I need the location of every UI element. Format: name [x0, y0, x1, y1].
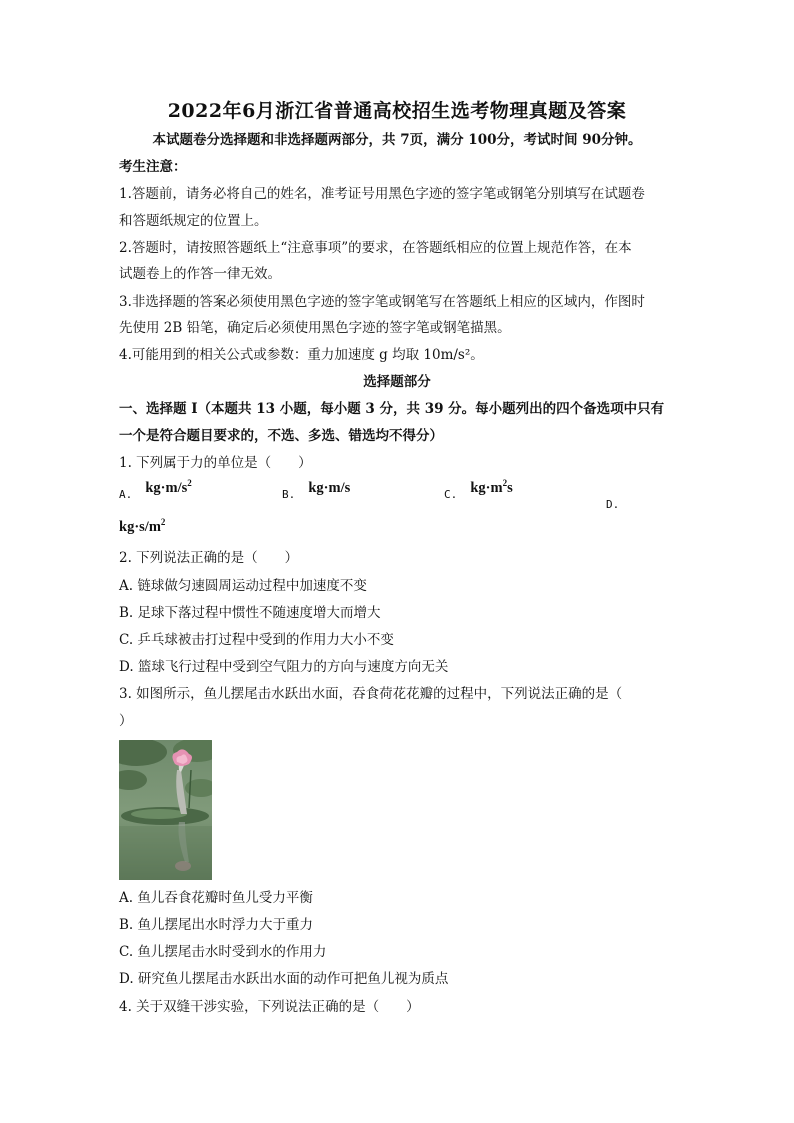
q2-option-b: B. 足球下落过程中惯性不随速度增大而增大	[119, 605, 381, 621]
notice-2-line2: 试题卷上的作答一律无效。	[119, 266, 281, 282]
notice-3-line1: 3.非选择题的答案必须使用黑色字迹的签字笔或钢笔写在答题纸上相应的区域内，作图时	[119, 294, 645, 310]
notice-heading: 考生注意：	[119, 159, 187, 175]
option-letter: D.	[606, 498, 620, 511]
formula-tail: s	[507, 480, 513, 496]
notice-1-line1: 1.答题前，请务必将自己的姓名，准考证号用黑色字迹的签字笔或钢笔分别填写在试题卷	[119, 186, 645, 202]
option-letter: B.	[282, 488, 296, 501]
q1-option-c	[444, 478, 513, 503]
formula-base: kg·s/m	[119, 519, 161, 535]
q3-option-b: B. 鱼儿摆尾出水时浮力大于重力	[119, 917, 314, 933]
notice-2-line1: 2.答题时，请按照答题纸上“注意事项”的要求，在答题纸相应的位置上规范作答，在本	[119, 240, 632, 256]
q1-option-b	[282, 480, 351, 503]
q1-option-a	[119, 478, 192, 503]
q1-option-d-letter	[606, 493, 619, 512]
fish-lotus-photo	[119, 740, 212, 880]
q3-option-c: C. 鱼儿摆尾击水时受到水的作用力	[119, 944, 327, 960]
fish-lotus-illustration	[119, 740, 212, 880]
formula-exponent: 2	[160, 517, 166, 527]
q2-stem: 2. 下列说法正确的是（ ）	[119, 550, 299, 566]
formula-base: kg·m	[470, 480, 503, 496]
q3-stem-line2: ）	[119, 713, 133, 729]
q1-option-d-formula	[119, 519, 165, 536]
part1-heading-line1: 一、选择题 I（本题共 13 小题，每小题 3 分，共 39 分。每小题列出的四个备选项中只有	[119, 401, 665, 417]
notice-3-line2: 先使用 2B 铅笔，确定后必须使用黑色字迹的签字笔或钢笔描黑。	[119, 320, 511, 336]
q2-option-a: A. 链球做匀速圆周运动过程中加速度不变	[119, 578, 367, 594]
option-formula	[145, 480, 191, 496]
notice-4: 4.可能用到的相关公式或参数：重力加速度 g 均取 10m/s²。	[119, 347, 484, 363]
q4-stem: 4. 关于双缝干涉实验，下列说法正确的是（ ）	[119, 999, 420, 1015]
q2-option-c: C. 乒乓球被击打过程中受到的作用力大小不变	[119, 632, 394, 648]
section-title: 选择题部分	[363, 374, 431, 390]
q3-option-d: D. 研究鱼儿摆尾击水跃出水面的动作可把鱼儿视为质点	[119, 971, 449, 987]
option-formula: kg·m/s	[308, 480, 351, 496]
q3-stem-line1: 3. 如图所示，鱼儿摆尾击水跃出水面，吞食荷花花瓣的过程中，下列说法正确的是（	[119, 686, 623, 702]
formula-exponent: 2	[502, 478, 508, 488]
option-formula	[470, 480, 512, 496]
formula-base: kg·m/s	[145, 480, 188, 496]
option-letter: A.	[119, 488, 133, 501]
option-letter: C.	[444, 488, 458, 501]
q2-option-d: D. 篮球飞行过程中受到空气阻力的方向与速度方向无关	[119, 659, 449, 675]
notice-1-line2: 和答题纸规定的位置上。	[119, 213, 268, 229]
q3-option-a: A. 鱼儿吞食花瓣时鱼儿受力平衡	[119, 890, 313, 906]
exam-instructions-summary: 本试题卷分选择题和非选择题两部分，共 7页，满分 100分，考试时间 90分钟。	[152, 132, 642, 148]
page-title: 2022年6月浙江省普通高校招生选考物理真题及答案	[167, 100, 627, 122]
part1-heading-line2: 一个是符合题目要求的，不选、多选、错选均不得分）	[119, 428, 443, 444]
q1-stem: 1. 下列属于力的单位是（ ）	[119, 455, 312, 471]
formula-exponent: 2	[187, 478, 192, 488]
